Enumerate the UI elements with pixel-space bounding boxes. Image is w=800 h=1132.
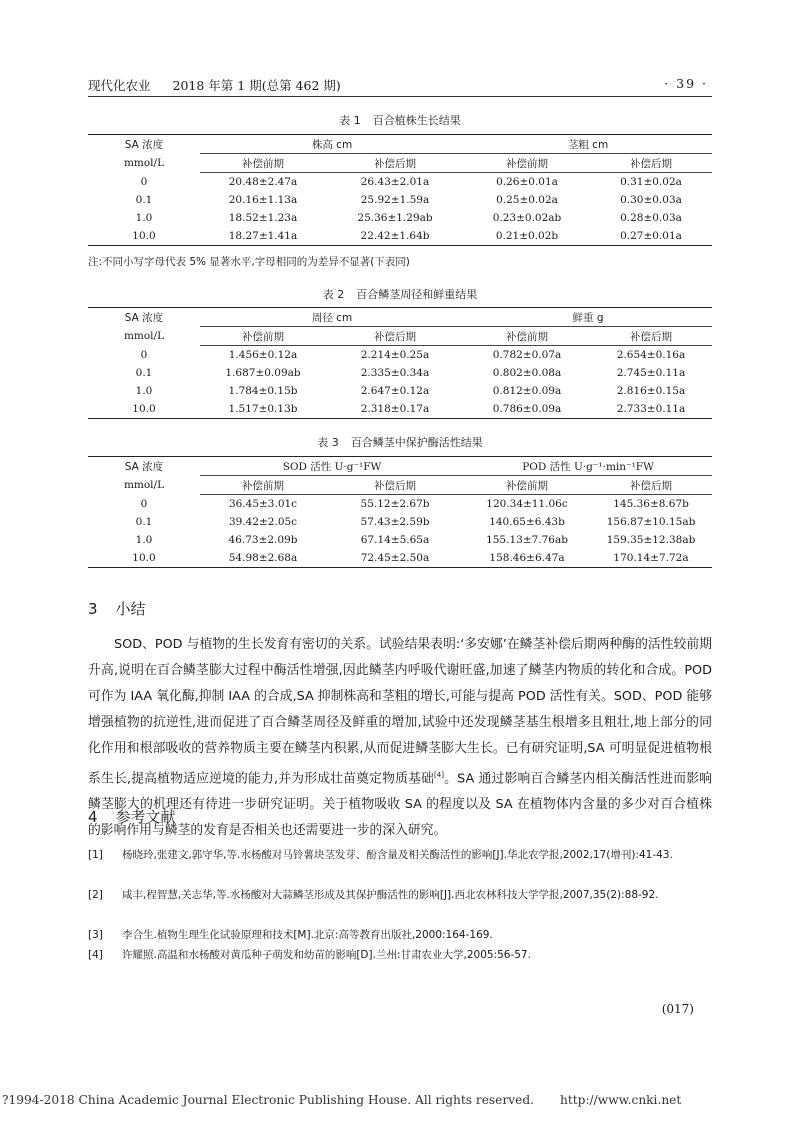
page-header [88,76,712,97]
table1-group1-header: 株高 cm [200,135,464,154]
reference-item [88,926,712,944]
table-row [88,346,712,365]
table-cell: 1.0 [135,534,153,546]
table-cell: 155.13±7.76ab [486,534,568,546]
table2-caption-text: 百合鳞茎周径和鲜重结果 [356,288,478,301]
table-row [88,227,712,246]
reference-number: [2] [88,889,103,901]
reference-item [88,886,712,904]
table-cell: 54.98±2.68a [200,549,326,568]
table2-group1-header: 周径 cm [200,308,464,327]
table-cell: 158.46±6.47a [464,549,590,568]
table2-sub-header: 补偿后期 [326,327,464,346]
section-number: 3 [88,600,98,618]
table-cell: 0.27±0.01a [590,227,712,246]
section-heading [88,598,146,619]
table-cell: 1.784±0.15b [228,385,298,397]
table-cell: 18.27±1.41a [200,227,326,246]
table-cell: 1.0 [135,212,153,224]
reference-text: 咸丰,程智慧,关志华,等.水杨酸对大蒜鳞茎形成及其保护酶活性的影响[J].西北农林科技大学学报,2007,35(2):88-92. [122,889,659,901]
table-cell: 0.21±0.02b [464,227,590,246]
footer-url: http://www.cnki.net [560,1093,682,1107]
section-title: 小结 [115,600,146,618]
copyright-footer [2,1093,681,1107]
table3-sub-header: 补偿后期 [326,476,464,495]
table-cell: 0 [140,497,148,510]
table-row [88,513,712,531]
reference-text: 杨晓玲,张建文,郭守华,等.水杨酸对马铃薯块茎发芽、酚含量及相关酶活性的影响[J].华北农学报,2002,17(增刊):41-43. [122,849,673,861]
table3-sub-header: 补偿前期 [464,476,590,495]
table-row [88,382,712,400]
table-cell: 0.31±0.02a [620,176,682,188]
table-cell: 72.45±2.50a [326,549,464,568]
table-cell: 2.318±0.17a [326,400,464,419]
summary-text: SOD、POD 与植物的生长发育有密切的关系。试验结果表明:‘多安娜’在鳞茎补偿后期两种酶的活性较前期升高,说明在百合鳞茎膨大过程中酶活性增强,因此鳞茎内呼吸代谢旺盛,加速了鳞茎内物质的转化和合成。POD 可作为 IAA 氧化酶,抑制 IAA 的合成,SA 抑制株高和茎粗的增长,可能与提高 POD 活性有关。SOD、POD 能够增强植物的抗逆性,进而促进了百合鳞茎周径及鲜重的增加,试验中还发现鳞茎基生根增多且粗壮,地上部分的同化作用和根部吸收的营养物质主要在鳞茎内积累,从而促进鳞茎膨大生长。已有研究证明,SA 可明显促进植物根系生长,提高植物适应逆境的能力,并为形成壮苗奠定物质基础 [88,637,712,787]
reference-number: [4] [88,949,103,961]
table-cell: 2.733±0.11a [590,400,712,419]
table3-caption-text: 百合鳞茎中保护酶活性结果 [350,436,483,449]
table-cell: 26.43±2.01a [360,176,430,188]
table1-header-unit: mmol/L [123,157,165,169]
table-cell: 140.65±6.43b [489,516,565,528]
table-cell: 18.52±1.23a [228,212,298,224]
table-row [88,209,712,227]
table1-sub-header: 补偿前期 [200,154,326,173]
table-cell: 2.335±0.34a [360,367,430,379]
table-row [88,549,712,568]
issue-info: 2018 年第 1 期(总第 462 期) [172,78,341,93]
summary-text: 。SA 通过影响百合鳞茎内相关酶活性进而影响鳞茎膨大的机理还有待进一步研究证明。关于植物吸收 SA 的程度以及 SA 在植物体内含量的多少对百合植株的影响作用与鳞茎的发育是否相关也还需要进一步的深入研究。 [88,771,712,839]
table3-sub-header: 补偿前期 [200,476,326,495]
journal-name: 现代化农业 [88,78,151,93]
table-cell: 25.36±1.29ab [357,212,433,224]
table-cell: 36.45±3.01c [228,498,298,510]
copyright-text: ?1994-2018 China Academic Journal Electronic Publishing House. All rights reserved. [2,1093,534,1107]
table1-header-sa: SA 浓度 [88,135,200,154]
table-cell: 0 [140,348,148,361]
section-heading [88,806,176,827]
table-cell: 39.42±2.05c [228,516,298,528]
table-cell: 2.816±0.15a [616,385,686,397]
table-cell: 2.654±0.16a [616,349,686,361]
table-cell: 55.12±2.67b [360,498,430,510]
table3-header-sa: SA 浓度 [88,457,200,476]
table-cell: 1.0 [135,385,153,397]
table3-caption [88,434,712,450]
table-cell: 1.517±0.13b [200,400,326,419]
table-cell: 22.42±1.64b [326,227,464,246]
table3 [88,456,712,568]
table1-caption-num: 表 1 [339,114,361,127]
table1 [88,134,712,246]
reference-item [88,946,712,964]
table1-group2-header: 茎粗 cm [464,135,712,154]
table2-header-sa: SA 浓度 [88,308,200,327]
reference-item [88,846,712,864]
table-cell: 0 [140,175,148,188]
table-cell: 159.35±12.38ab [606,534,696,546]
table3-sub-header: 补偿后期 [590,476,712,495]
table2-header-unit: mmol/L [123,330,165,342]
summary-paragraph [88,632,712,844]
table-note: 注:不同小写字母代表 5% 显著水平,字母相同的为差异不显著(下表同) [88,256,410,268]
table1-caption-text: 百合植株生长结果 [372,114,461,127]
table3-group1-header: SOD 活性 U·g⁻¹FW [200,457,464,476]
citation: [4] [434,771,444,779]
table-cell: 0.786±0.09a [464,400,590,419]
table3-header-unit: mmol/L [123,479,165,491]
table-cell: 145.36±8.67b [613,498,689,510]
table-cell: 0.1 [135,194,153,206]
table-cell: 156.87±10.15ab [606,516,696,528]
table-cell: 0.812±0.09a [492,385,562,397]
table-cell: 0.26±0.01a [496,176,558,188]
table-cell: 2.745±0.11a [616,367,686,379]
table-cell: 57.43±2.59b [360,516,430,528]
section-title: 参考文献 [115,808,176,826]
table-cell: 67.14±5.65a [360,534,430,546]
table-cell: 10.0 [88,549,200,568]
table1-caption [88,112,712,128]
table-cell: 0.1 [135,516,153,528]
table-row [88,400,712,419]
table2 [88,307,712,419]
section-number: 4 [88,808,98,826]
header-left [88,76,341,94]
table-cell: 20.16±1.13a [228,194,298,206]
table-row [88,531,712,549]
table-cell: 0.782±0.07a [492,349,562,361]
table-cell: 0.28±0.03a [620,212,682,224]
table3-caption-num: 表 3 [317,436,339,449]
reference-text: 许耀照.高温和水杨酸对黄瓜种子萌发和幼苗的影响[D].兰州:甘肃农业大学,2005:56-57. [122,949,531,961]
table-cell: 0.23±0.02ab [492,212,562,224]
table-cell: 0.802±0.08a [492,367,562,379]
reference-number: [1] [88,849,103,861]
table-cell: 1.687±0.09ab [225,367,301,379]
table-cell: 10.0 [88,400,200,419]
table-row [88,364,712,382]
reference-text: 李合生.植物生理生化试验原理和技术[M].北京:高等教育出版社,2000:164-169. [122,929,493,941]
table-cell: 46.73±2.09b [228,534,298,546]
table-row [88,173,712,192]
table-cell: 120.34±11.06c [486,498,568,510]
table-cell: 0.1 [135,367,153,379]
table1-sub-header: 补偿后期 [590,154,712,173]
table-row [88,191,712,209]
table1-sub-header: 补偿后期 [326,154,464,173]
table-cell: 1.456±0.12a [228,349,298,361]
table1-sub-header: 补偿前期 [464,154,590,173]
table-cell: 2.214±0.25a [360,349,430,361]
table2-group2-header: 鲜重 g [464,308,712,327]
table3-group2-header: POD 活性 U·g⁻¹·min⁻¹FW [464,457,712,476]
table2-caption [88,286,712,302]
table-cell: 0.25±0.02a [496,194,558,206]
table-row [88,495,712,514]
page-code: (017) [661,1002,694,1016]
table-cell: 2.647±0.12a [360,385,430,397]
table-cell: 25.92±1.59a [360,194,430,206]
table-cell: 0.30±0.03a [620,194,682,206]
table2-caption-num: 表 2 [322,288,345,301]
table-cell: 20.48±2.47a [228,176,298,188]
table2-sub-header: 补偿前期 [200,327,326,346]
table2-sub-header: 补偿前期 [464,327,590,346]
table-cell: 10.0 [88,227,200,246]
table2-sub-header: 补偿后期 [590,327,712,346]
page-number: · 39 · [664,76,708,91]
reference-number: [3] [88,929,103,941]
table-cell: 170.14±7.72a [590,549,712,568]
